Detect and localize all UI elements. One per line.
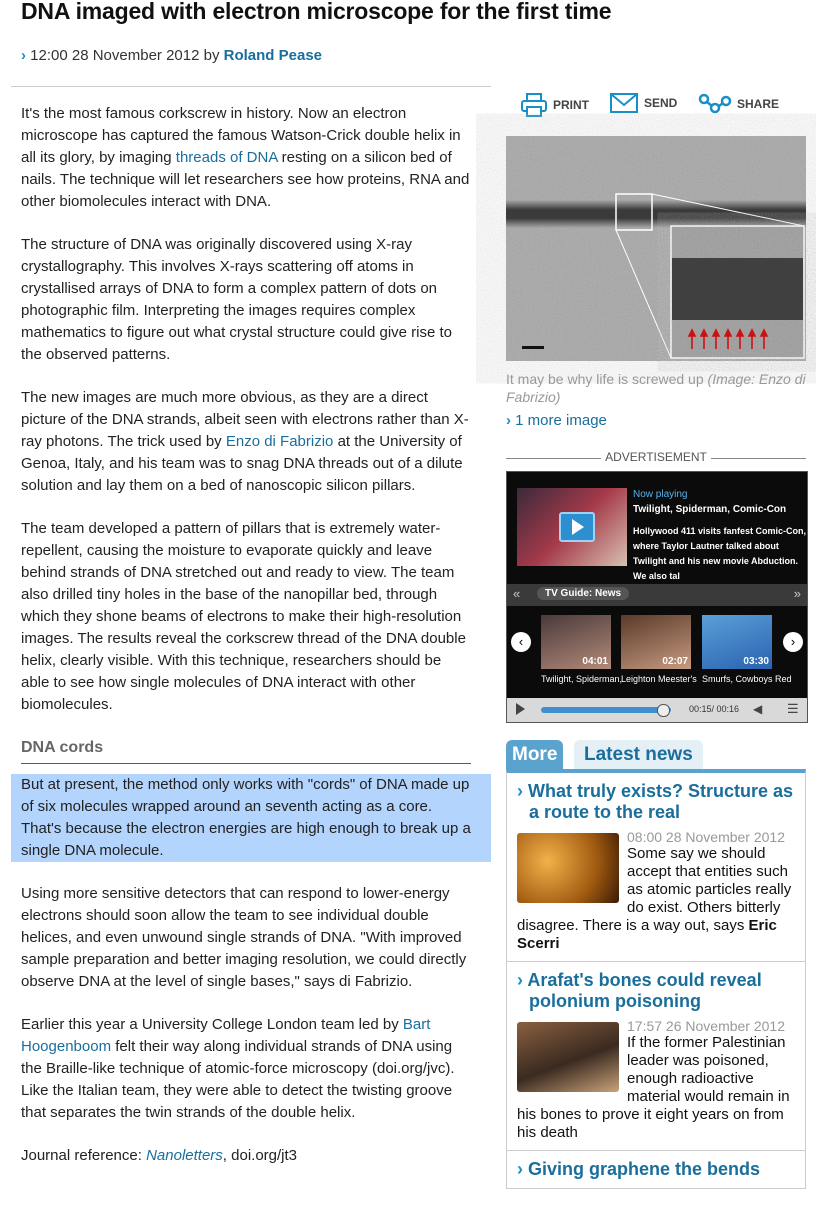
news-date: 08:00 28 November 2012 xyxy=(627,829,785,845)
figure-caption: It may be why life is screwed up (Image: Enzo di Fabrizio) xyxy=(506,371,806,405)
enzo-di-fabrizio-link[interactable]: Enzo di Fabrizio xyxy=(225,433,334,450)
paragraph: Earlier this year a University College London team led by Bart Hoogenboom felt their way along individual strands of DNA using the Braille-like technique of atomic-force microscopy (doi.org/jvc). Like the Italian team, they were able to detect the twisting groove that separates the twin strands of the double helix. xyxy=(21,1016,455,1121)
bart-hoogenboom-link[interactable]: Bart Hoogenboom xyxy=(21,1016,431,1055)
video-thumbnail[interactable]: 02:07 xyxy=(621,615,691,669)
progress-handle[interactable] xyxy=(657,704,670,717)
news-thumbnail[interactable] xyxy=(517,1022,619,1092)
nanoletters-link[interactable]: Nanoletters xyxy=(146,1147,223,1164)
player-controls xyxy=(507,698,807,722)
highlighted-paragraph: But at present, the method only works with "cords" of DNA made up of six molecules wrapped around an seventh acting as a core. That's because the electron energies are high enough to break up a single DNA molecule. xyxy=(21,774,471,862)
news-item xyxy=(507,1151,805,1188)
news-item-title[interactable]: › What truly exists? Structure as a route to the real xyxy=(517,781,794,822)
news-item xyxy=(507,962,805,1151)
news-thumbnail[interactable] xyxy=(517,833,619,903)
more-image-link[interactable]: › 1 more image xyxy=(506,412,607,429)
thumbnail-label: Smurfs, Cowboys Red xyxy=(702,674,792,684)
printer-icon xyxy=(521,93,547,117)
article-title: DNA imaged with electron microscope for the first time xyxy=(21,0,612,24)
video-preview[interactable] xyxy=(517,488,627,566)
carousel-next-button[interactable]: › xyxy=(783,632,803,652)
tv-guide-bar xyxy=(507,584,807,606)
byline-time: 12:00 28 November 2012 by xyxy=(30,47,224,64)
paragraph: The new images are much more obvious, as they are a direct picture of the DNA strands, albeit seen with electrons rather than X-ray photons. The trick used by Enzo di Fabrizio at the University of Genoa, Italy, and his team was to snag DNA threads out of a dilute solution and lay them on a bed of nanoscopic silicon pillars. xyxy=(21,389,469,494)
video-player[interactable] xyxy=(506,471,808,723)
divider xyxy=(11,86,491,87)
envelope-icon xyxy=(610,93,638,113)
share-button[interactable]: SHARE xyxy=(699,93,779,115)
share-nodes-icon xyxy=(699,93,731,115)
author-link[interactable]: Roland Pease xyxy=(223,47,323,64)
share-tools xyxy=(521,93,811,123)
news-item-title[interactable]: › Giving graphene the bends xyxy=(517,1159,761,1179)
article-body xyxy=(21,103,471,1188)
news-date: 17:57 26 November 2012 xyxy=(627,1018,785,1034)
video-title: Twilight, Spiderman, Comic-Con xyxy=(633,504,787,515)
now-playing-label: Now playing xyxy=(633,489,688,500)
thumbnail-label: Twilight, Spiderman, xyxy=(541,674,623,684)
double-chevron-left-icon[interactable]: « xyxy=(513,586,521,601)
progress-bar[interactable] xyxy=(541,707,671,713)
threads-of-dna-link[interactable]: threads of DNA xyxy=(175,149,278,166)
play-icon[interactable] xyxy=(559,512,595,542)
sidebar-tabs xyxy=(506,740,806,770)
thumbnail-label: Leighton Meester's xyxy=(621,674,697,684)
byline xyxy=(21,47,322,64)
paragraph: The structure of DNA was originally discovered using X-ray crystallography. This involves X-rays scattering off atoms in crystallised arrays of DNA to form a complex pattern of dots on photographic film. Interpreting the images requires complex mathematics to figure out what crystal structure could give rise to the observed patterns. xyxy=(21,236,453,363)
print-button[interactable]: PRINT xyxy=(521,93,589,117)
carousel-prev-button[interactable]: ‹ xyxy=(511,632,531,652)
tab-more[interactable]: More xyxy=(506,740,563,770)
tv-guide-tab[interactable]: TV Guide: News xyxy=(537,587,629,600)
volume-icon[interactable]: ◀ xyxy=(753,702,763,716)
news-author: Eric Scerri xyxy=(517,917,777,952)
send-button[interactable]: SEND xyxy=(610,93,677,113)
chevron-right-icon: › xyxy=(517,970,528,990)
micrograph-graphic xyxy=(506,136,806,361)
journal-reference: Journal reference: Nanoletters, doi.org/jt3 xyxy=(21,1147,298,1164)
dna-micrograph-image[interactable] xyxy=(506,136,806,361)
news-summary: If the former Palestinian leader was poisoned, enough radioactive material would remain in his bones to prove it eight years on from his death xyxy=(517,1034,790,1141)
paragraph: It's the most famous corkscrew in history. Now an electron microscope has captured the famous Watson-Crick double helix in all its glory, by imaging threads of DNA resting on a silicon bed of nails. The technique will let researchers see how proteins, RNA and other biomolecules interact with DNA. xyxy=(21,105,470,210)
video-thumbnail[interactable]: 04:01 xyxy=(541,615,611,669)
subheading: DNA cords xyxy=(21,737,471,764)
double-chevron-right-icon[interactable]: » xyxy=(793,586,801,601)
chevron-right-icon: › xyxy=(21,47,26,64)
chevron-right-icon: › xyxy=(506,412,511,429)
paragraph: Using more sensitive detectors that can respond to lower-energy electrons should soon allow the team to see individual double helices, and even unwound single strands of DNA. "With improved sample preparation and better imaging resolution, we could directly observe DNA at the level of single bases," says di Fabrizio. xyxy=(21,885,467,990)
player-time: 00:15/ 00:16 xyxy=(689,704,740,714)
video-description: Hollywood 411 visits fanfest Comic-Con, where Taylor Lautner talked about Twilight and his new movie Abduction. We also tal xyxy=(633,526,807,581)
paragraph: The team developed a pattern of pillars that is extremely water-repellent, causing the moisture to evaporate quickly and leave behind strands of DNA stretched out and ready to view. The team also drilled tiny holes in the base of the nanopillar bed, through which they shone beams of electrons to make their high-resolution images. The results reveal the corkscrew thread of the DNA double helix, clearly visible. With this technique, researchers should be able to see how single molecules of DNA interact with other biomolecules. xyxy=(21,520,466,713)
news-item xyxy=(507,773,805,962)
tab-latest-news[interactable]: Latest news xyxy=(574,740,703,770)
news-summary: Some say we should accept that entities such as atomic particles really do exist. Others bitterly disagree. There is a way out, says xyxy=(517,845,792,934)
latest-news-list xyxy=(506,769,806,1189)
advertisement-label: ADVERTISEMENT xyxy=(506,450,806,464)
menu-icon[interactable]: ☰ xyxy=(787,701,799,716)
chevron-right-icon: › xyxy=(517,781,528,801)
chevron-right-icon: › xyxy=(517,1159,528,1179)
play-control-icon[interactable] xyxy=(516,703,525,715)
video-thumbnail[interactable]: 03:30 xyxy=(702,615,772,669)
news-item-title[interactable]: › Arafat's bones could reveal polonium poisoning xyxy=(517,970,762,1011)
